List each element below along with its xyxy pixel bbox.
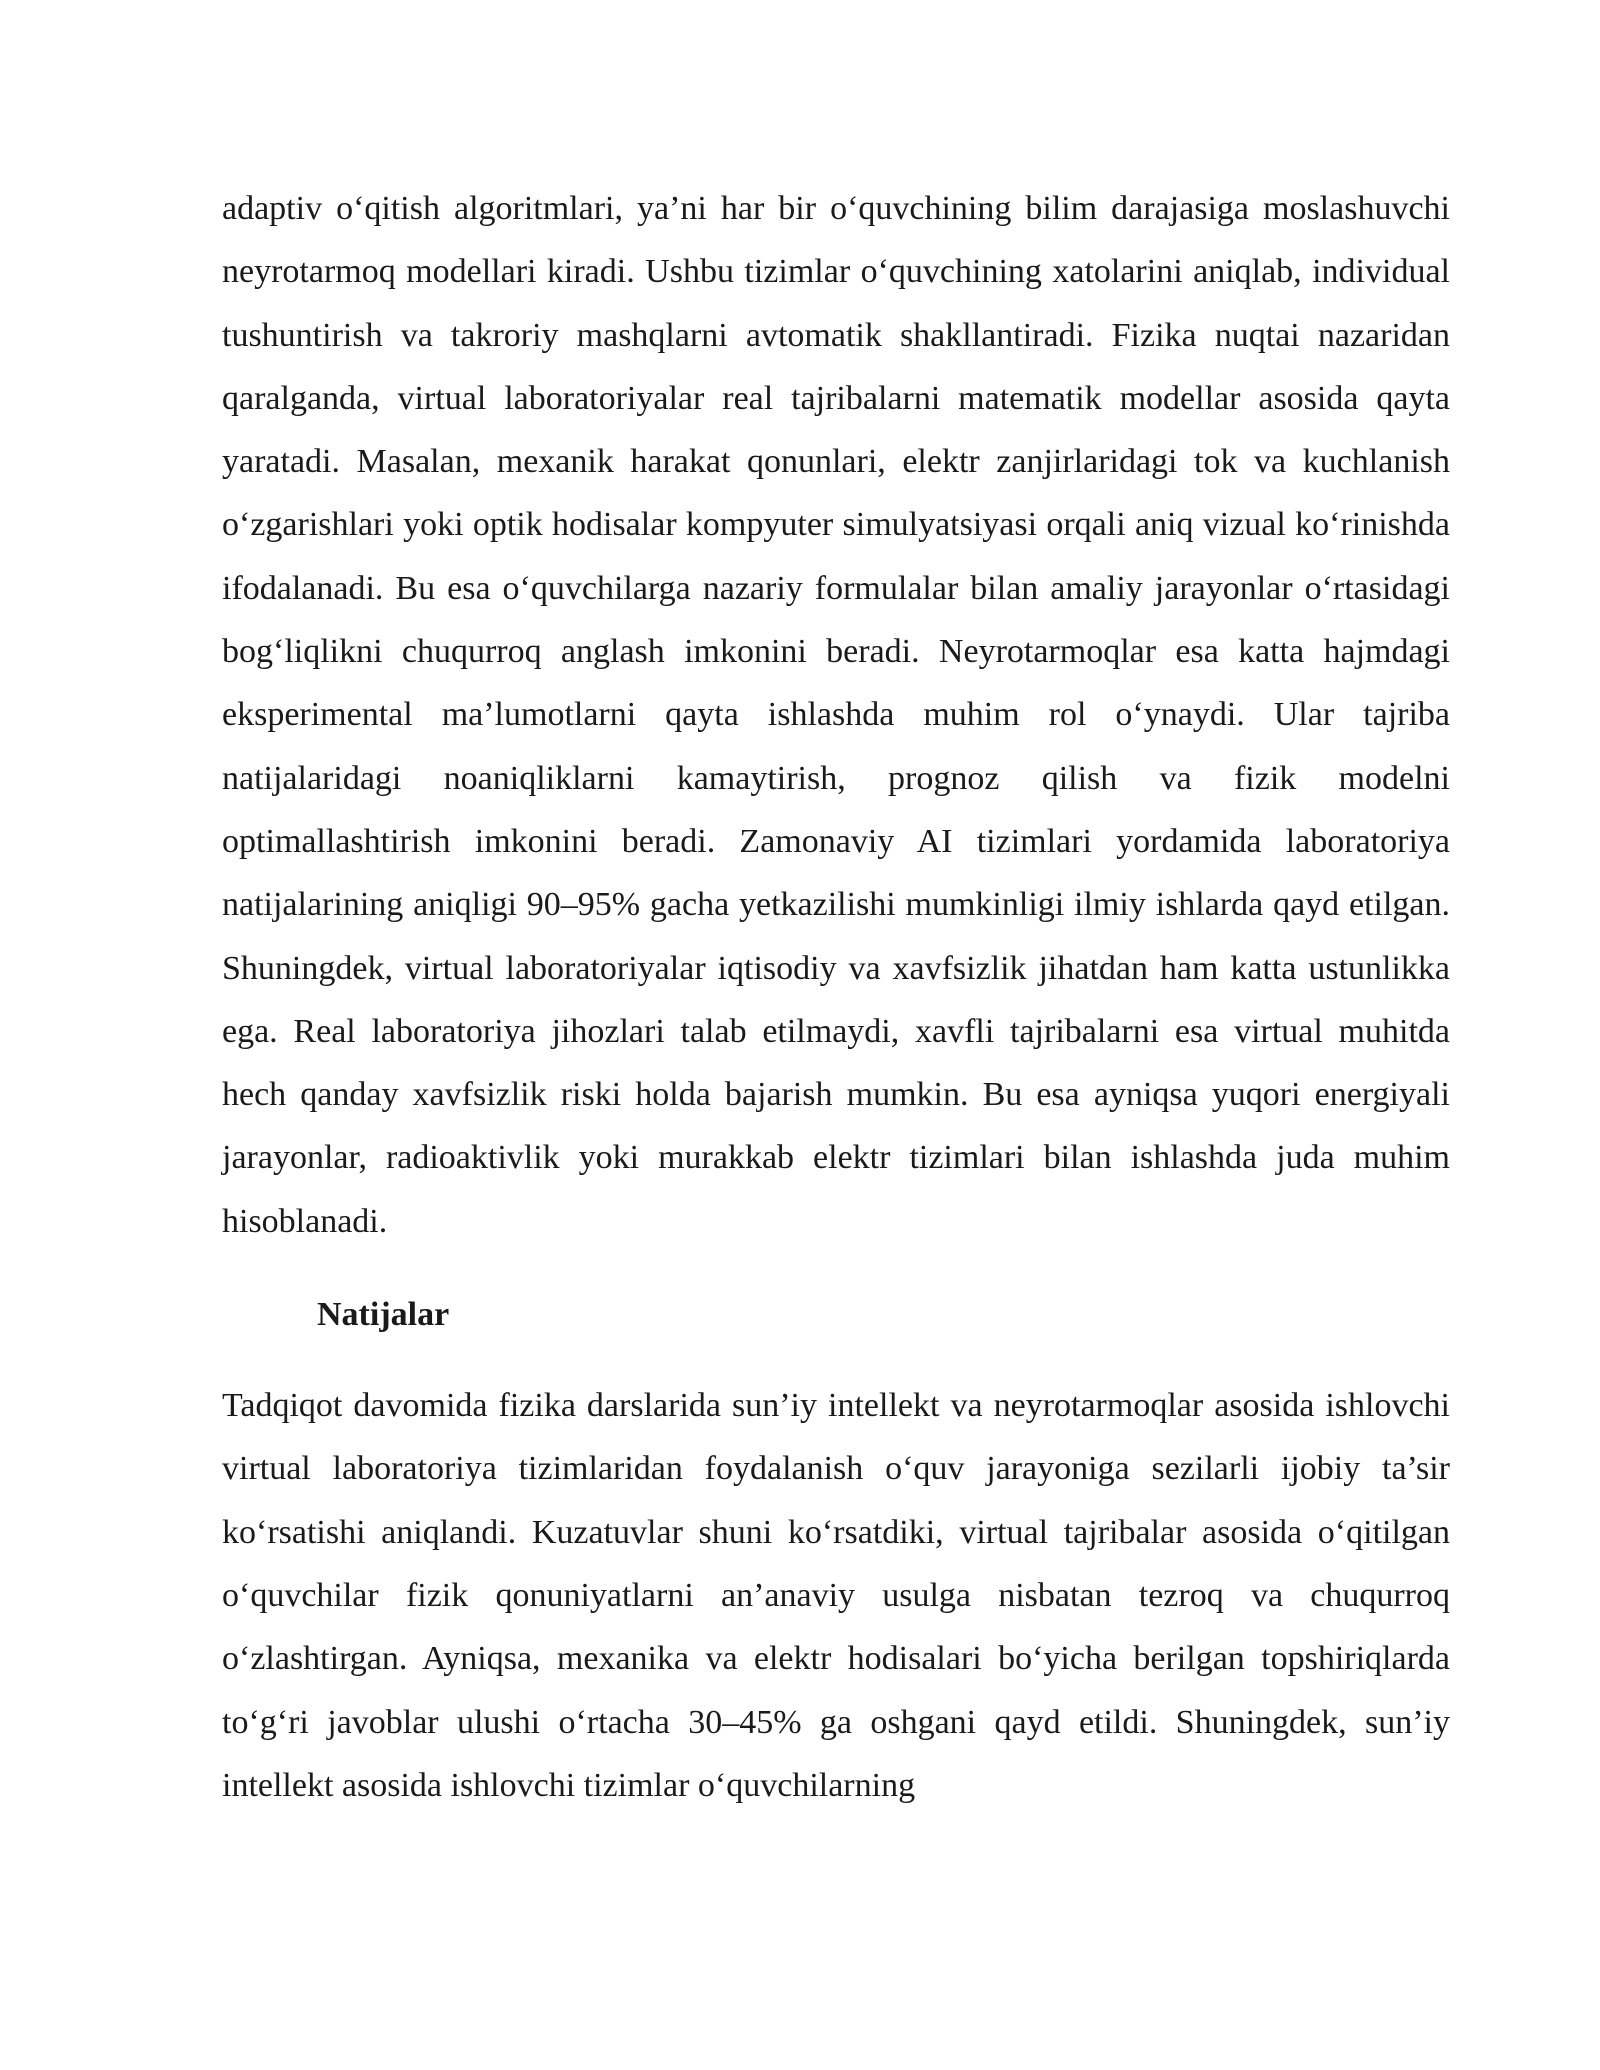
body-paragraph-2: Tadqiqot davomida fizika darslarida sun’iy intellekt va neyrotarmoqlar asosida ishlovchi virtual laboratoriya tizimlaridan foydalanish o‘quv jarayoniga sezilarli ijobiy ta’sir ko‘rsatishi aniqlandi. Kuzatuvlar shuni ko‘rsatdiki, virtual tajribalar asosida o‘qitilgan o‘quvchilar fizik qonuniyatlarni an’anaviy usulga nisbatan tezroq va chuqurroq o‘zlashtirgan. Ayniqsa, mexanika va elektr hodisalari bo‘yicha berilgan topshiriqlarda to‘g‘ri javoblar ulushi o‘rtacha 30–45% ga oshgani qayd etildi. Shuningdek, sun’iy intellekt asosida ishlovchi tizimlar o‘quvchilarning: [222, 1387, 1450, 1804]
document-body: [222, 177, 1450, 1817]
body-paragraph-1: adaptiv o‘qitish algoritmlari, ya’ni har bir o‘quvchining bilim darajasiga moslashuvchi neyrotarmoq modellari kiradi. Ushbu tizimlar o‘quvchining xatolarini aniqlab, individual tushuntirish va takroriy mashqlarni avtomatik shakllantiradi. Fizika nuqtai nazaridan qaralganda, virtual laboratoriyalar real tajribalarni matematik modellar asosida qayta yaratadi. Masalan, mexanik harakat qonunlari, elektr zanjirlaridagi tok va kuchlanish o‘zgarishlari yoki optik hodisalar kompyuter simulyatsiyasi orqali aniq vizual ko‘rinishda ifodalanadi. Bu esa o‘quvchilarga nazariy formulalar bilan amaliy jarayonlar o‘rtasidagi bog‘liqlikni chuqurroq anglash imkonini beradi. Neyrotarmoqlar esa katta hajmdagi eksperimental ma’lumotlarni qayta ishlashda muhim rol o‘ynaydi. Ular tajriba natijalaridagi noaniqliklarni kamaytirish, prognoz qilish va fizik modelni optimallashtirish imkonini beradi. Zamonaviy AI tizimlari yordamida laboratoriya natijalarining aniqligi 90–95% gacha yetkazilishi mumkinligi ilmiy ishlarda qayd etilgan. Shuningdek, virtual laboratoriyalar iqtisodiy va xavfsizlik jihatdan ham katta ustunlikka ega. Real laboratoriya jihozlari talab etilmaydi, xavfli tajribalarni esa virtual muhitda hech qanday xavfsizlik riski holda bajarish mumkin. Bu esa ayniqsa yuqori energiyali jarayonlar, radioaktivlik yoki murakkab elektr tizimlari bilan ishlashda juda muhim hisoblanadi.: [222, 190, 1450, 1240]
section-heading: Natijalar: [317, 1296, 450, 1334]
